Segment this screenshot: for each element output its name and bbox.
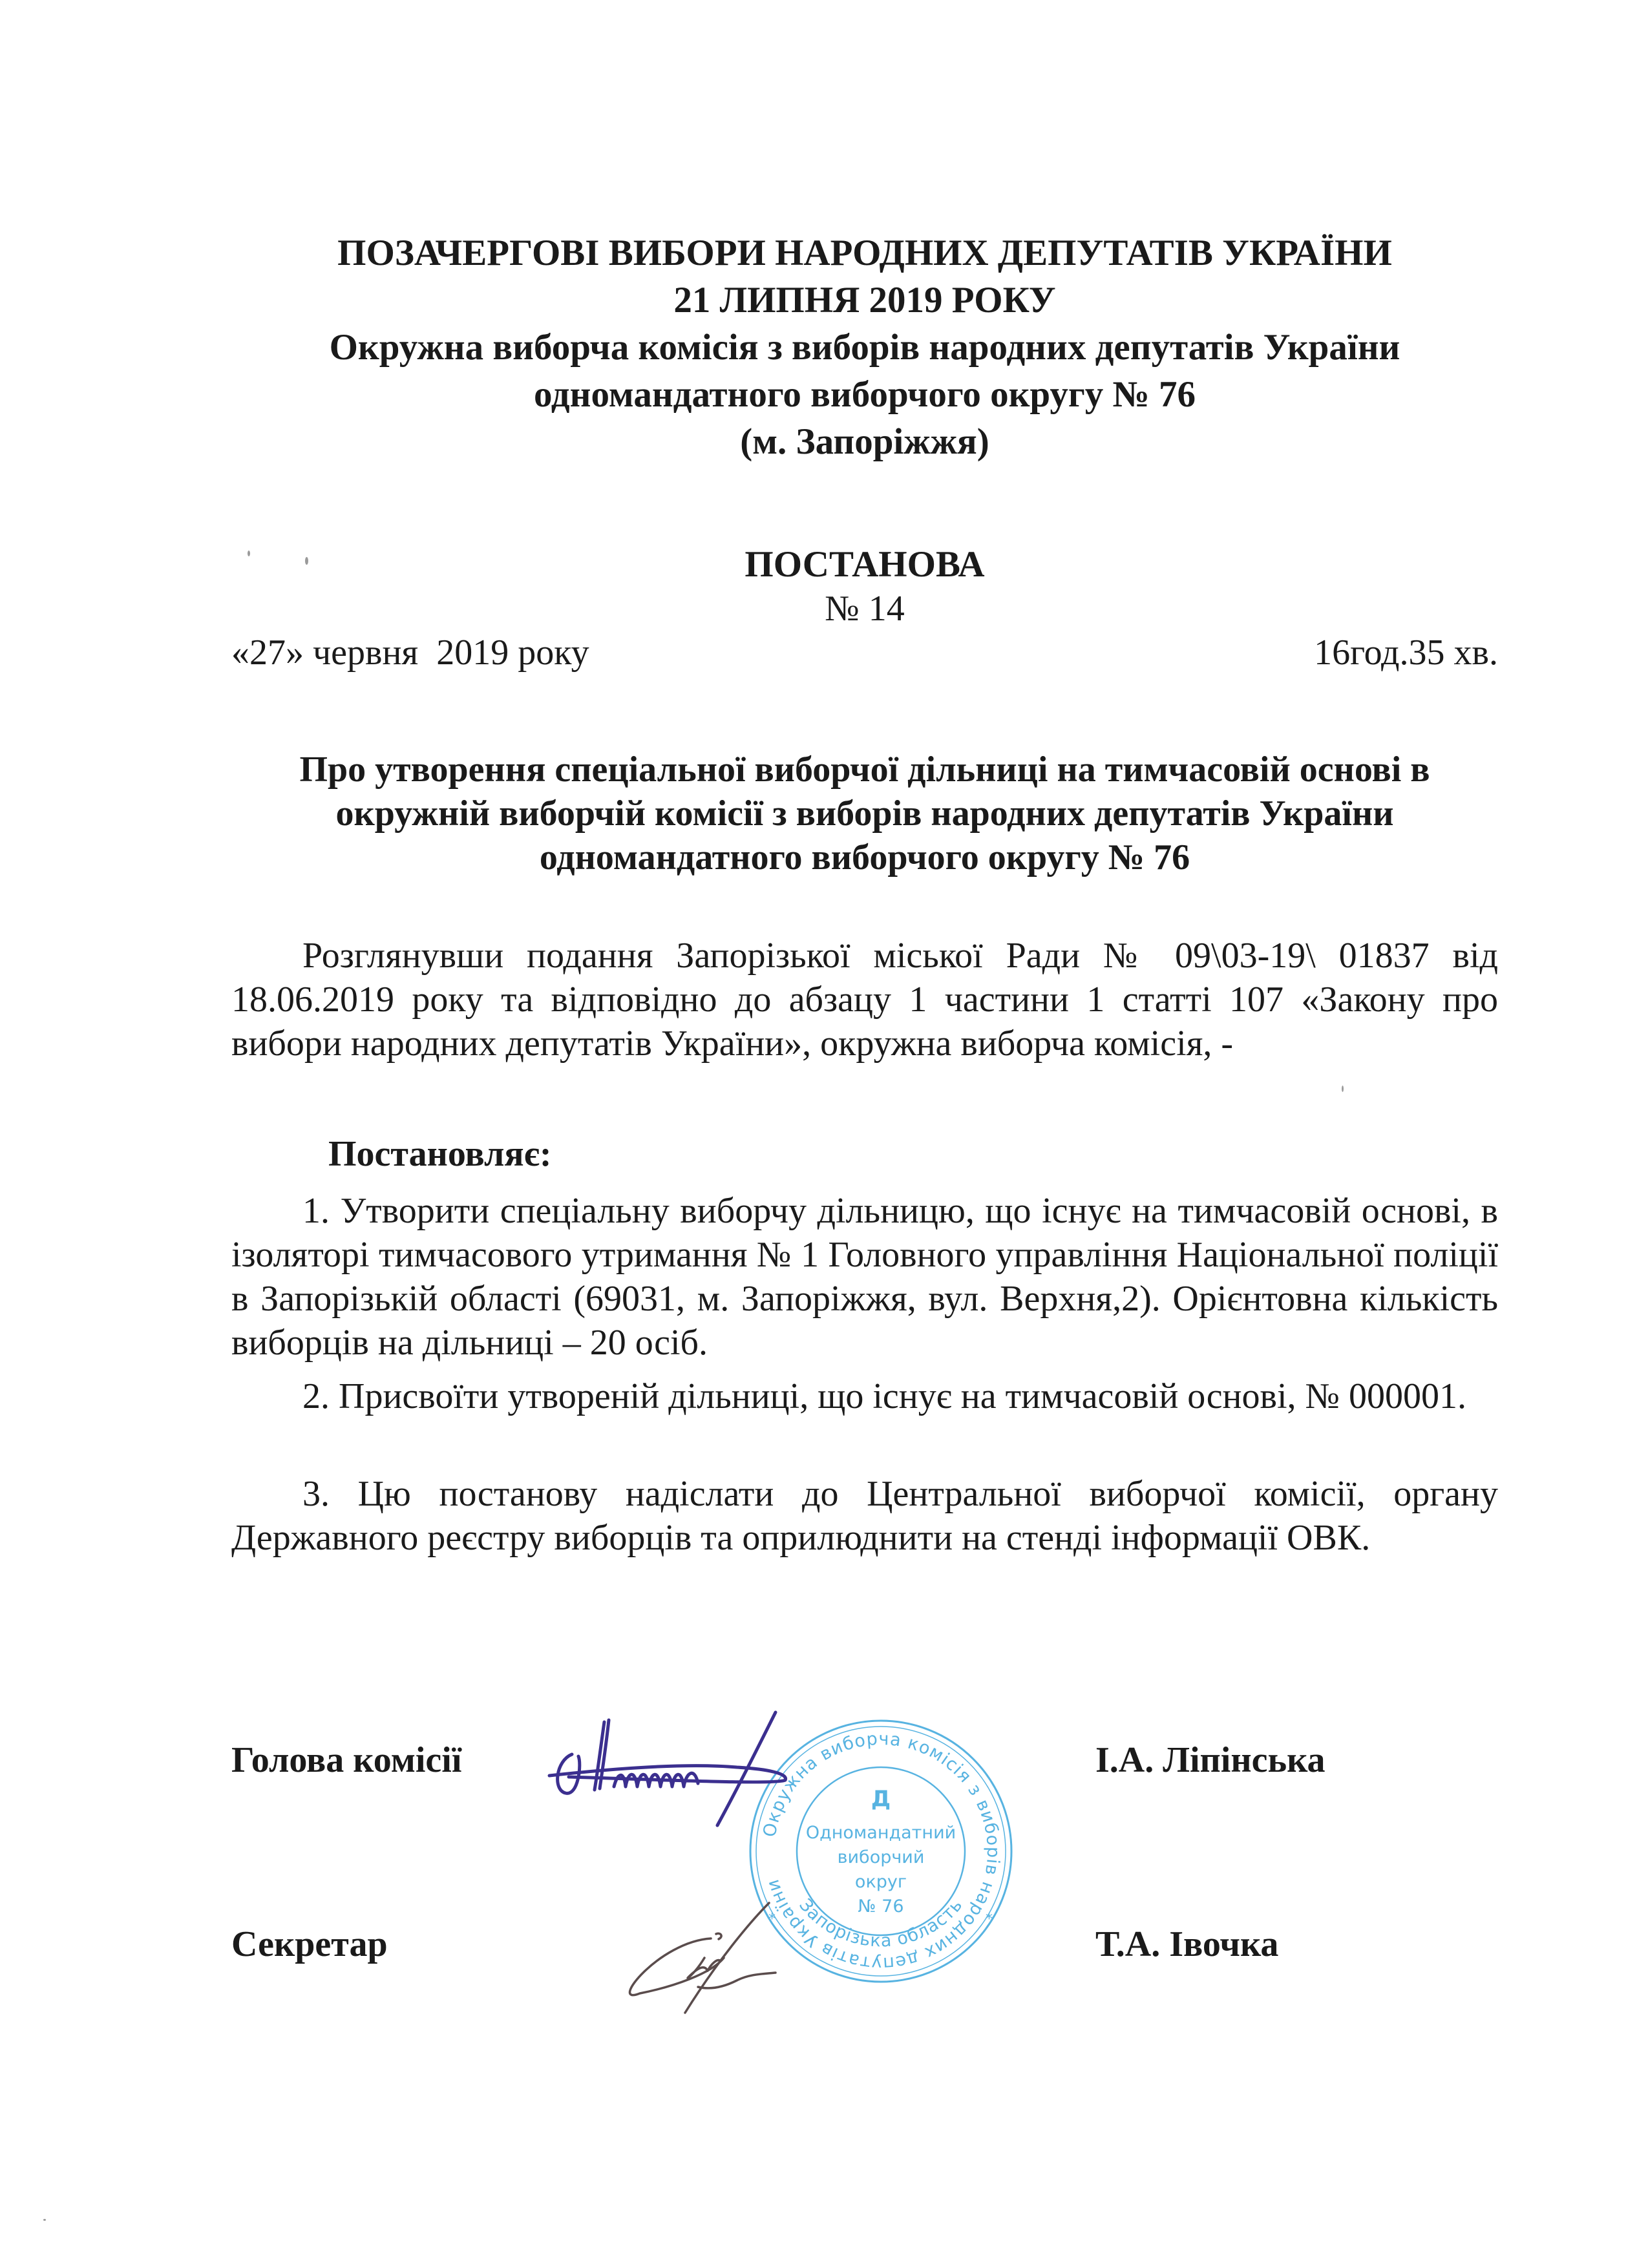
secretary-name: Т.А. Івочка — [1095, 1924, 1279, 1964]
resolution-date: «27» червня 2019 року — [231, 633, 589, 673]
scan-speck — [1342, 1086, 1344, 1092]
stamp-ring-text: Окружна виборча комісія з виборів народних депутатів України — [759, 1728, 1004, 1974]
decision-item-1: 1. Утворити спеціальну виборчу дільницю, що існує на тимчасовій основі, в ізоляторі тимчасового утримання № 1 Головного управління Національної поліції в Запорізькій області (69031, м. Запоріжжя, вул. Верхня,2). Орієнтовна кількість виборців на дільниці – 20 осіб. — [231, 1191, 1498, 1363]
stamp-center-line-1: Одномандатний — [805, 1823, 956, 1843]
resolution-subject — [231, 748, 1498, 879]
secretary-signature-icon — [620, 1896, 814, 2026]
header-commission-name: Окружна виборча комісія з виборів народних депутатів України — [329, 327, 1400, 368]
stamp-center-line-2: виборчий — [837, 1847, 925, 1867]
chair-role-label: Голова комісії — [231, 1740, 462, 1780]
resolution-title: ПОСТАНОВА — [745, 544, 985, 585]
decision-item-2: 2. Присвоїти утвореній дільниці, що існує на тимчасовій основі, № 000001. — [302, 1376, 1466, 1416]
subject-line-3: одномандатного виборчого округу № 76 — [539, 837, 1190, 877]
scan-speck — [43, 2219, 46, 2221]
chair-name: І.А. Ліпінська — [1095, 1740, 1326, 1780]
header-district: одномандатного виборчого округу № 76 — [533, 374, 1196, 415]
resolution-heading — [231, 543, 1498, 631]
scan-speck — [248, 551, 250, 556]
subject-line-2: окружній виборчій комісії з виборів народних депутатів України — [335, 793, 1394, 834]
decides-label: Постановляє: — [328, 1134, 552, 1174]
resolution-time: 16год.35 хв. — [1314, 633, 1498, 673]
secretary-role-label: Секретар — [231, 1924, 388, 1964]
resolution-number: № 14 — [825, 589, 905, 629]
stamp-bottom-text: Запорізька область — [795, 1895, 967, 1951]
stamp-center-letter: Д — [871, 1786, 891, 1812]
decision-item-3: 3. Цю постанову надіслати до Центральної виборчої комісії, органу Державного реєстру виборців та оприлюднити на стенді інформації ОВК. — [231, 1474, 1498, 1558]
preamble-paragraph: Розглянувши подання Запорізької міської Ради № 09\03-19\ 01837 від 18.06.2019 року та відповідно до абзацу 1 частини 1 статті 107 «Закону про вибори народних депутатів України», окружна виборча комісія, - — [231, 936, 1498, 1064]
date-time-row — [231, 631, 1498, 675]
chair-signature-icon — [543, 1699, 814, 1829]
scan-speck — [305, 557, 308, 565]
header-election-title: ПОЗАЧЕРГОВІ ВИБОРИ НАРОДНИХ ДЕПУТАТІВ УКРАЇНИ — [337, 233, 1392, 273]
stamp-star-left-icon: * — [768, 1911, 776, 1927]
stamp-center-line-4: № 76 — [858, 1896, 904, 1916]
stamp-star-right-icon: * — [986, 1911, 993, 1927]
stamp-center-line-3: округ — [854, 1872, 907, 1892]
election-header — [231, 229, 1498, 465]
header-city: (м. Запоріжжя) — [740, 421, 989, 462]
header-election-date: 21 ЛИПНЯ 2019 РОКУ — [673, 280, 1056, 320]
subject-line-1: Про утворення спеціальної виборчої дільниці на тимчасовій основі в — [299, 750, 1430, 790]
